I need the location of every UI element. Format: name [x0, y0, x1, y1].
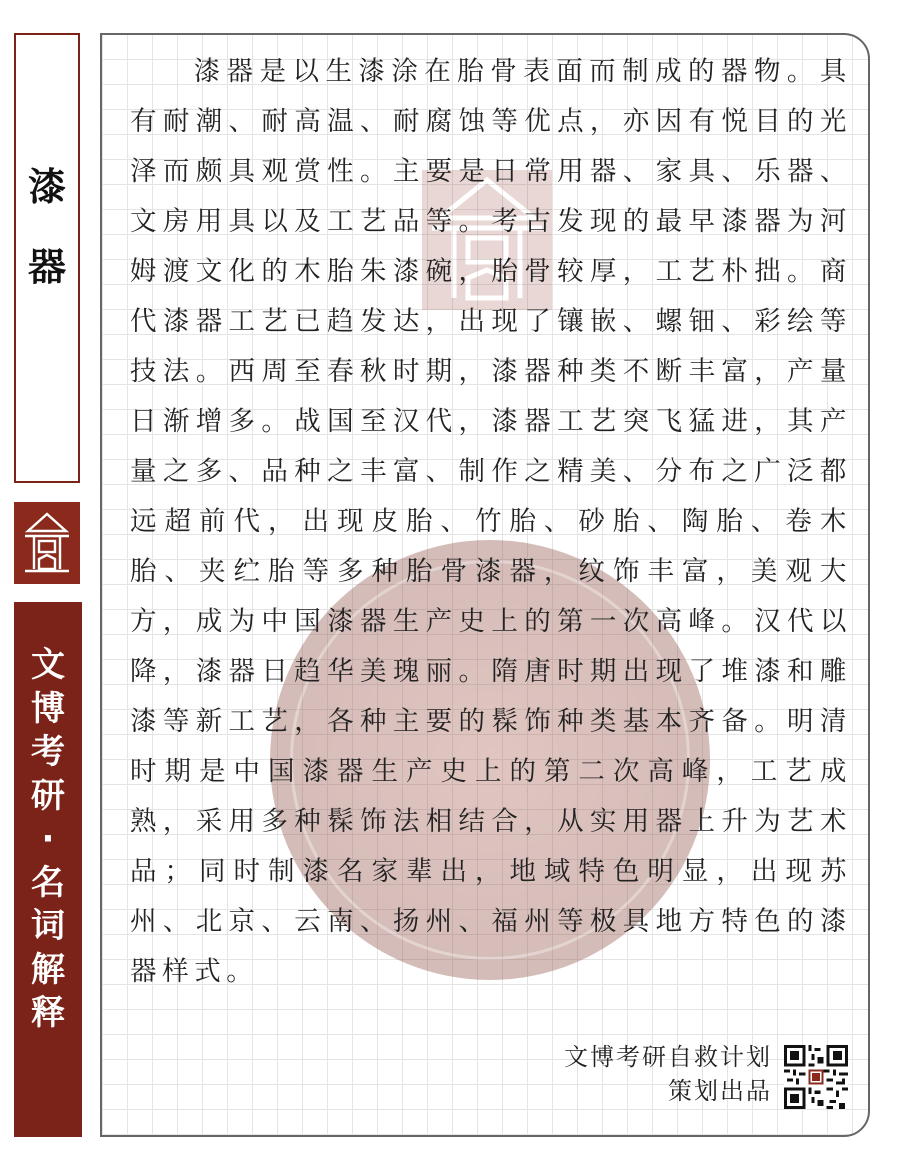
content-panel — [100, 33, 870, 1137]
term-title-box — [14, 33, 80, 483]
credit-line: 文博考研自救计划 — [564, 1043, 772, 1071]
term-title-char: 器 — [27, 245, 66, 289]
credit-block — [564, 1040, 772, 1108]
brand-char: 释 — [31, 993, 65, 1033]
credit-line: 策划出品 — [668, 1077, 772, 1105]
seal-emblem-icon — [22, 511, 72, 575]
article-body: 漆器是以生漆涂在胎骨表面而制成的器物。具有耐潮、耐高温、耐腐蚀等优点，亦因有悦目的光泽而颇具观赏性。主要是日常用器、家具、乐器、文房用具以及工艺品等。考古发现的最早漆器为河姆渡文化的木胎朱漆碗，胎骨较厚，工艺朴拙。商代漆器工艺已趋发达，出现了镶嵌、螺钿、彩绘等技法。西周至春秋时期，漆器种类不断丰富，产量日渐增多。战国至汉代，漆器工艺突飞猛进，其产量之多、品种之丰富、制作之精美、分布之广泛都远超前代，出现皮胎、竹胎、砂胎、陶胎、卷木胎、夹纻胎等多种胎骨漆器，纹饰丰富，美观大方，成为中国漆器生产史上的第一次高峰。汉代以降，漆器日趋华美瑰丽。隋唐时期出现了堆漆和雕漆等新工艺，各种主要的髹饰种类基本齐备。明清时期是中国漆器生产史上的第二次高峰，工艺成熟，采用多种髹饰法相结合，从实用器上升为艺术品；同时制漆名家辈出，地域特色明显，出现苏州、北京、云南、扬州、福州等极具地方特色的漆器样式。 — [130, 56, 852, 987]
brand-char: 研 — [31, 775, 65, 816]
brand-char: 解 — [31, 949, 65, 990]
brand-char: 词 — [31, 906, 65, 946]
seal-emblem — [14, 502, 80, 584]
brand-vertical-banner — [14, 602, 82, 1137]
brand-char: 文 — [31, 645, 65, 685]
term-title-char: 漆 — [27, 165, 66, 209]
brand-char: 考 — [31, 732, 65, 772]
brand-char: · — [41, 819, 55, 859]
qr-code-icon[interactable] — [784, 1045, 848, 1109]
brand-char: 名 — [31, 862, 65, 903]
brand-char: 博 — [31, 688, 65, 729]
